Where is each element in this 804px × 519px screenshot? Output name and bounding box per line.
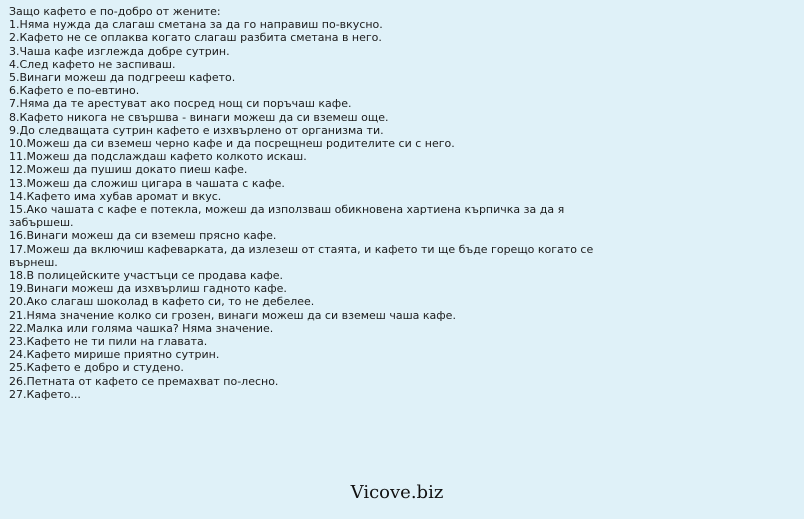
joke-item: 6.Кафето е по-евтино. bbox=[9, 84, 140, 98]
joke-item: 9.До следващата сутрин кафето е изхвърлено от организма ти. bbox=[9, 123, 384, 137]
joke-text bbox=[9, 5, 594, 401]
joke-item: 19.Винаги можеш да изхвърлиш гадното кафе. bbox=[9, 282, 287, 296]
joke-item: 23.Кафето не ти пили на главата. bbox=[9, 335, 208, 349]
site-watermark: Vicove.biz bbox=[350, 482, 444, 503]
joke-item: 5.Винаги можеш да подгрееш кафето. bbox=[9, 71, 236, 85]
joke-title: Защо кафето е по-добро от жените: bbox=[9, 5, 221, 18]
joke-item: 1.Няма нужда да слагаш сметана за да го направиш по-вкусно. bbox=[9, 18, 383, 32]
joke-item: 3.Чаша кафе изглежда добре сутрин. bbox=[9, 44, 230, 58]
joke-item: 18.В полицейските участъци се продава кафе. bbox=[9, 269, 284, 283]
joke-item: 27.Кафето... bbox=[9, 387, 81, 401]
joke-item: 25.Кафето е добро и студено. bbox=[9, 361, 184, 375]
joke-item: 26.Петната от кафето се премахват по-лесно. bbox=[9, 374, 279, 388]
joke-item: 16.Винаги можеш да си вземеш прясно кафе. bbox=[9, 229, 277, 243]
joke-item: 12.Можеш да пушиш докато пиеш кафе. bbox=[9, 163, 248, 177]
joke-item: 24.Кафето мирише приятно сутрин. bbox=[9, 348, 220, 362]
joke-item: 14.Кафето има хубав аромат и вкус. bbox=[9, 189, 222, 203]
joke-item: 10.Можеш да си вземеш черно кафе и да посрещнеш родителите си с него. bbox=[9, 137, 455, 151]
joke-item: 11.Можеш да подслаждаш кафето колкото искаш. bbox=[9, 150, 307, 164]
joke-item: 17.Можеш да включиш кафеварката, да излезеш от стаята, и кафето ти ще бъде горещо когато се върнеш. bbox=[9, 242, 594, 269]
joke-item: 15.Ако чашата с кафе е потекла, можеш да използваш обикновена хартиена кърпичка за да я забършеш. bbox=[9, 203, 565, 230]
joke-item: 7.Няма да те арестуват ако посред нощ си поръчаш кафе. bbox=[9, 97, 352, 111]
joke-item: 21.Няма значение колко си грозен, винаги можеш да си вземеш чаша кафе. bbox=[9, 308, 456, 322]
joke-item: 13.Можеш да сложиш цигара в чашата с кафе. bbox=[9, 176, 285, 190]
joke-item: 4.След кафето не заспиваш. bbox=[9, 57, 176, 71]
joke-item: 8.Кафето никога не свършва - винаги можеш да си вземеш още. bbox=[9, 110, 389, 124]
joke-item: 22.Малка или голяма чашка? Няма значение. bbox=[9, 321, 274, 335]
joke-item: 2.Кафето не се оплаква когато слагаш разбита сметана в него. bbox=[9, 31, 382, 45]
joke-item: 20.Ако слагаш шоколад в кафето си, то не дебелее. bbox=[9, 295, 315, 309]
